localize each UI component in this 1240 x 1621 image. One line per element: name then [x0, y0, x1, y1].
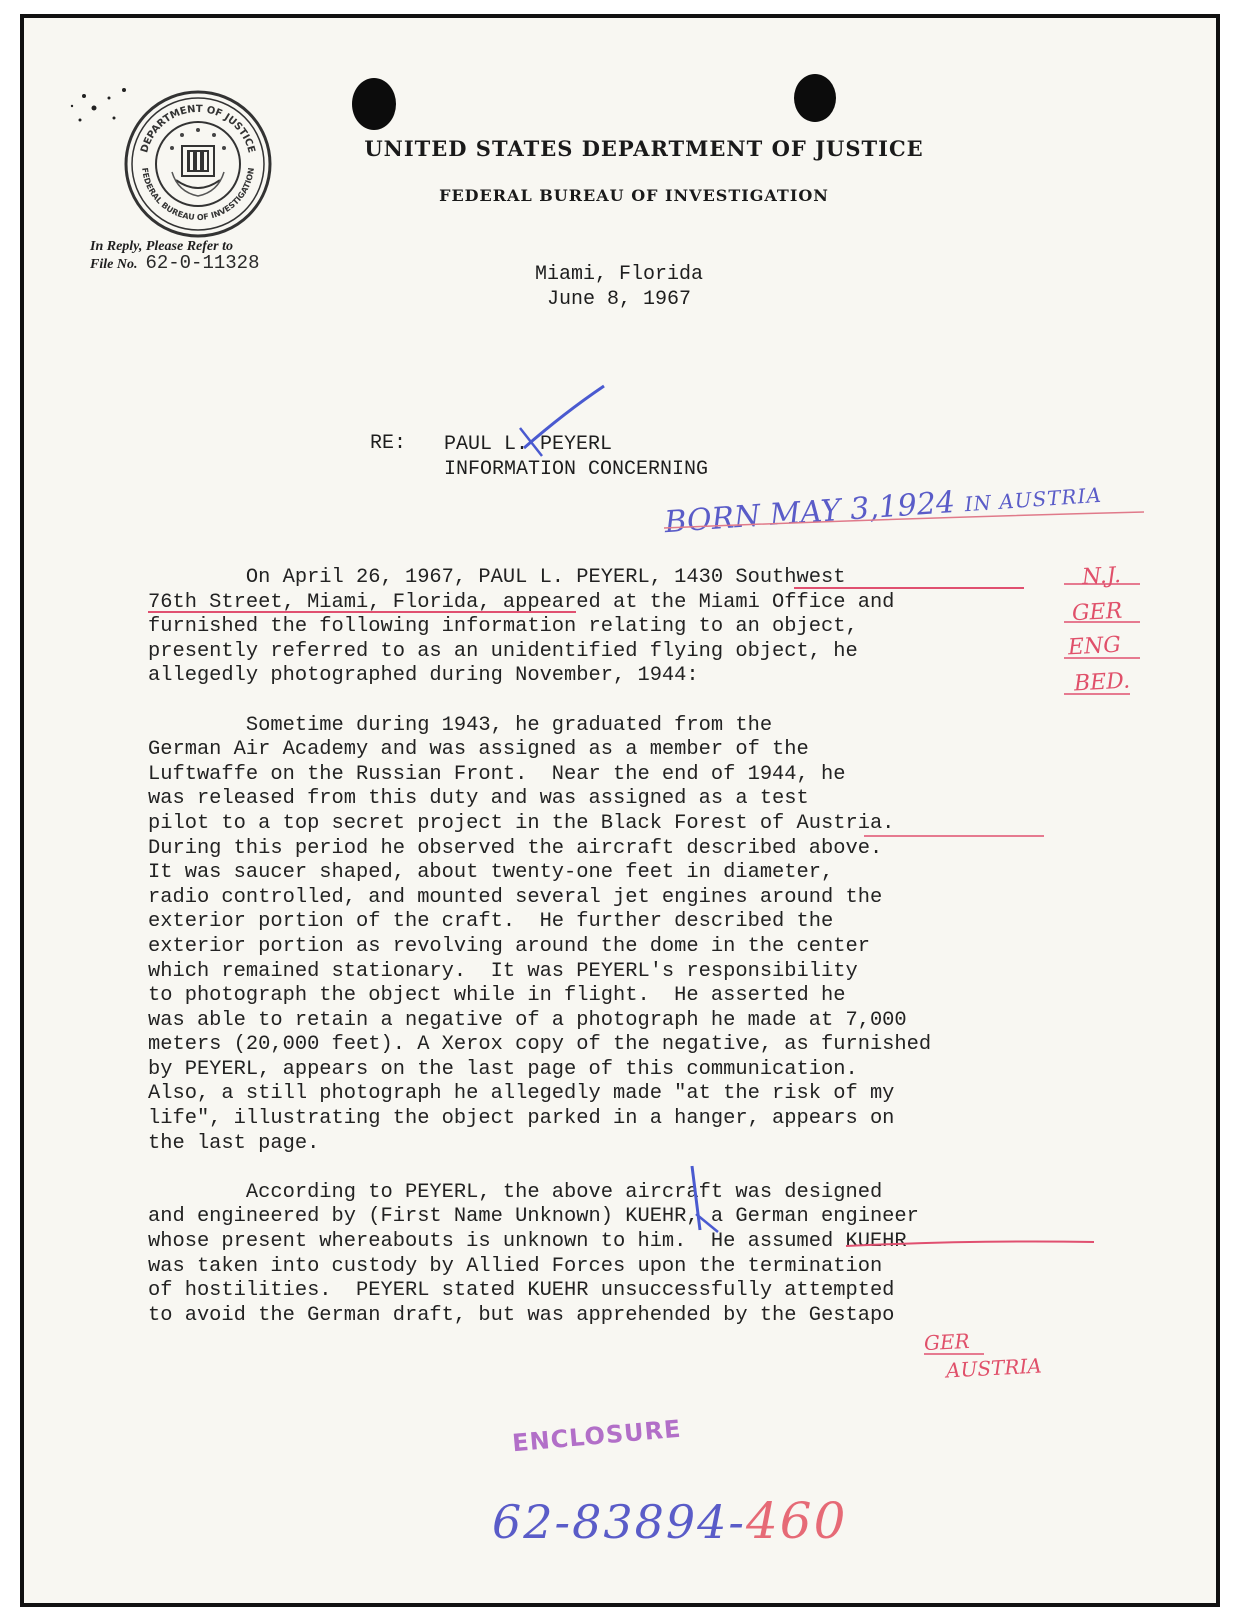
file-reference-serial: 460	[745, 1492, 848, 1550]
body-line: was able to retain a negative of a photograph he made at 7,000	[148, 1008, 907, 1032]
document-page	[20, 14, 1220, 1607]
body-line	[148, 689, 931, 714]
date: June 8, 1967	[546, 288, 692, 311]
handwritten-file-reference	[492, 1492, 847, 1550]
body-line: by PEYERL, appears on the last page of this communication.	[148, 1057, 858, 1081]
department-heading: UNITED STATES DEPARTMENT OF JUSTICE	[364, 136, 924, 161]
body-line: was released from this duty and was assigned as a test	[148, 787, 809, 811]
body-line: was taken into custody by Allied Forces upon the termination	[148, 1254, 883, 1278]
fbi-seal-icon	[118, 84, 278, 244]
punch-hole-left	[352, 78, 396, 130]
body-line: presently referred to as an unidentified flying object, he	[148, 639, 858, 663]
body-line: meters (20,000 feet). A Xerox copy of the negative, as furnished	[148, 1033, 932, 1057]
re-label: RE:	[370, 432, 407, 455]
margin-note-nj: N.J.	[1081, 562, 1122, 591]
body-line: of hostilities. PEYERL stated KUEHR unsuccessfully attempted	[148, 1279, 895, 1303]
reply-reference	[90, 238, 259, 273]
body-line: allegedly photographed during November, 1944:	[148, 664, 699, 688]
file-number: 62-0-11328	[145, 252, 260, 274]
body-line: to avoid the German draft, but was apprehended by the Gestapo	[148, 1303, 895, 1327]
body-line: Sometime during 1943, he graduated from the	[148, 713, 773, 737]
svg-text:FEDERAL BUREAU OF INVESTIGATIO: FEDERAL BUREAU OF INVESTIGATION	[140, 167, 256, 223]
svg-text:DEPARTMENT OF JUSTICE: DEPARTMENT OF JUSTICE	[139, 103, 257, 155]
body-line: which remained stationary. It was PEYERL's responsibility	[148, 959, 858, 983]
margin-note-bed: BED.	[1073, 668, 1131, 697]
re-subject-line2: INFORMATION CONCERNING	[444, 458, 709, 481]
bureau-heading: FEDERAL BUREAU OF INVESTIGATION	[439, 186, 829, 205]
body-line: and engineered by (First Name Unknown) KUEHR, a German engineer	[148, 1205, 919, 1229]
body-line: On April 26, 1967, PAUL L. PEYERL, 1430 Southwest	[148, 566, 846, 589]
re-subject: PAUL L. PEYERL	[444, 433, 613, 456]
body-line	[148, 1156, 931, 1181]
body-line: Also, a still photograph he allegedly made "at the risk of my	[148, 1082, 895, 1106]
body-line: radio controlled, and mounted several jet engines around the	[148, 885, 883, 909]
body-text	[148, 566, 931, 1328]
born-annotation-main: BORN MAY 3,1924	[663, 485, 957, 541]
body-line: According to PEYERL, the above aircraft was designed	[148, 1180, 883, 1204]
body-line: life", illustrating the object parked in a hanger, appears on	[148, 1107, 895, 1131]
place-date-block	[454, 262, 784, 312]
punch-hole-right	[794, 74, 836, 122]
body-line: exterior portion as revolving around the dome in the center	[148, 934, 870, 958]
body-line: pilot to a top secret project in the Black Forest of Austria.	[148, 811, 895, 835]
footer-note-austria: AUSTRIA	[945, 1353, 1043, 1383]
body-line: whose present whereabouts is unknown to him. He assumed KUEHR	[148, 1230, 907, 1254]
body-line: 76th Street, Miami, Florida, appeared at the Miami Office and	[148, 590, 895, 614]
body-line: German Air Academy and was assigned as a member of the	[148, 738, 809, 762]
re-subject-block	[444, 432, 708, 482]
body-line: During this period he observed the aircraft described above.	[148, 836, 883, 860]
body-line: the last page.	[148, 1131, 320, 1155]
margin-note-eng: ENG	[1067, 632, 1122, 661]
enclosure-stamp: ENCLOSURE	[511, 1414, 683, 1458]
file-reference-number: 62-83894-	[492, 1495, 746, 1549]
file-no-label: File No.	[90, 257, 138, 272]
body-line: to photograph the object while in flight. He asserted he	[148, 984, 846, 1008]
body-line: Luftwaffe on the Russian Front. Near the end of 1944, he	[148, 762, 846, 786]
body-line: It was saucer shaped, about twenty-one feet in diameter,	[148, 861, 834, 885]
margin-note-ger: GER	[1071, 598, 1123, 627]
footer-note-ger: GER	[923, 1328, 971, 1356]
born-annotation	[663, 475, 1102, 540]
born-annotation-tail: IN AUSTRIA	[963, 482, 1103, 517]
reply-instruction: In Reply, Please Refer to	[90, 239, 233, 254]
body-line: exterior portion of the craft. He further described the	[148, 910, 834, 934]
body-line: furnished the following information relating to an object,	[148, 615, 858, 639]
city: Miami, Florida	[534, 263, 704, 286]
